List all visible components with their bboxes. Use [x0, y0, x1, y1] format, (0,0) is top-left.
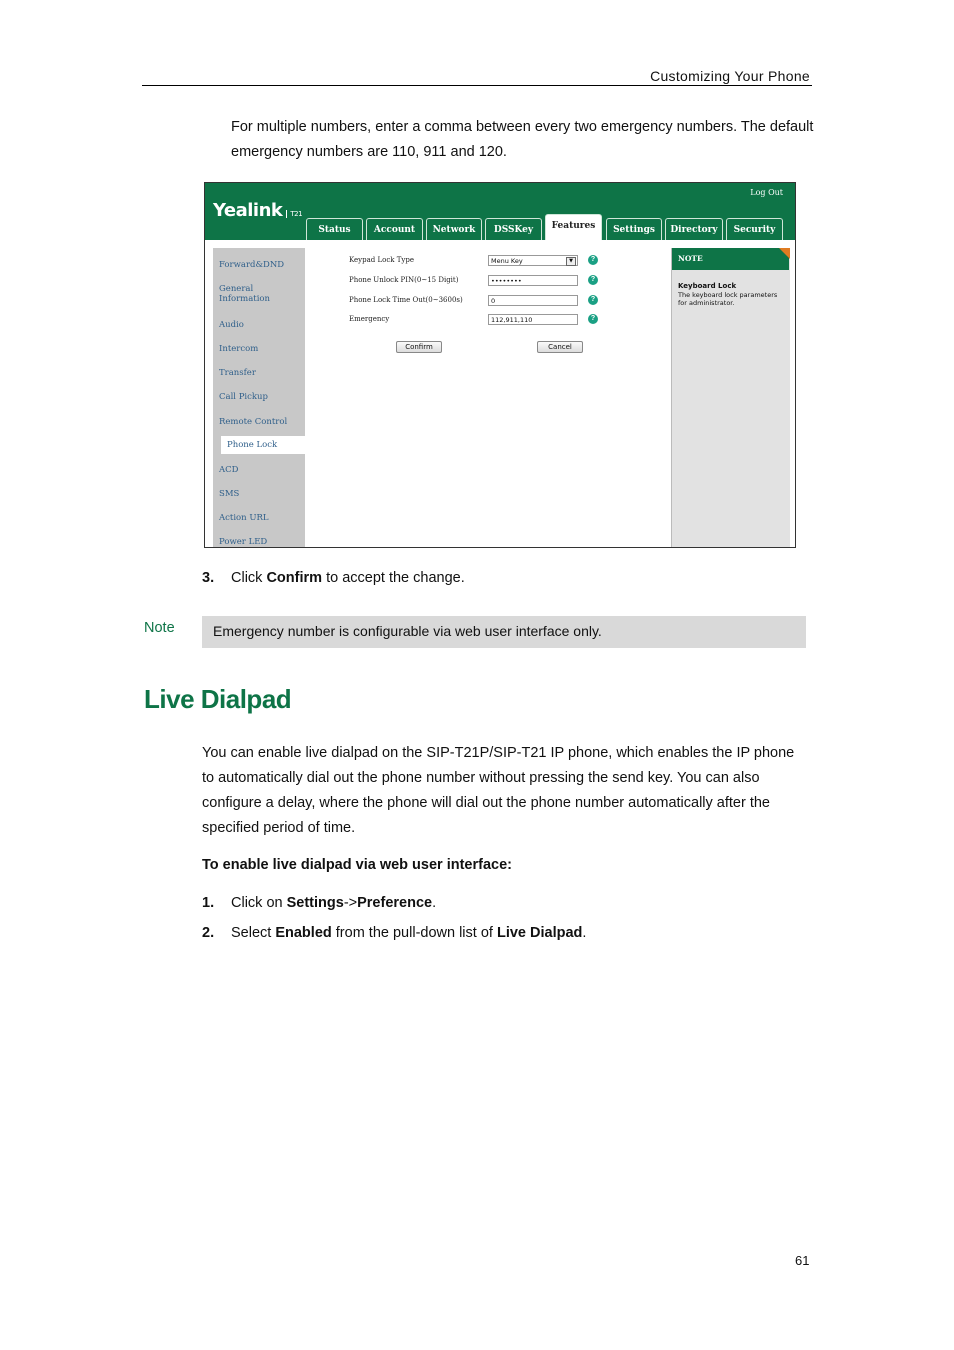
logout-link[interactable]: Log Out — [750, 188, 783, 197]
body-paragraph: You can enable live dialpad on the SIP-T21P/SIP-T21 IP phone, which enables the IP phone to automatically dial out the phone number without pressing the send key. You can also configure a delay, where the phone will dial out the phone number automatically after the specified period of time. — [202, 745, 795, 836]
help-icon[interactable]: ? — [588, 275, 598, 285]
step-number: 1. — [202, 895, 215, 911]
page-number: 61 — [795, 1253, 810, 1268]
step-number: 3. — [202, 570, 215, 586]
note-text: Emergency number is configurable via web user interface only. — [213, 623, 602, 639]
note-panel-title: Keyboard Lock — [678, 282, 737, 290]
running-header: Customizing Your Phone — [650, 68, 810, 84]
step-text: Click Confirm to accept the change. — [231, 570, 465, 586]
sidebar-item-action-url[interactable]: Action URL — [219, 513, 269, 523]
keypad-lock-type-label: Keypad Lock Type — [349, 256, 414, 264]
tab-directory[interactable]: Directory — [665, 218, 723, 240]
web-ui-screenshot — [204, 182, 796, 548]
tab-settings[interactable]: Settings — [606, 218, 662, 240]
section-title: Live Dialpad — [144, 684, 292, 714]
tab-status[interactable]: Status — [306, 218, 363, 240]
tab-network[interactable]: Network — [426, 218, 482, 240]
top-bar — [205, 183, 795, 240]
step-text: Select Enabled from the pull-down list of Live Dialpad. — [231, 925, 587, 941]
emergency-label: Emergency — [349, 315, 390, 323]
tab-features[interactable]: Features — [545, 214, 602, 240]
sidebar-item-forward-dnd[interactable]: Forward&DND — [219, 260, 285, 270]
confirm-button[interactable]: Confirm — [396, 341, 442, 353]
sidebar-item-transfer[interactable]: Transfer — [219, 368, 256, 378]
help-icon[interactable]: ? — [588, 295, 598, 305]
header-rule — [142, 85, 812, 86]
note-panel-body: The keyboard lock parameters for administrator. — [678, 291, 778, 307]
intro-paragraph: For multiple numbers, enter a comma between every two emergency numbers. The default emergency numbers are 110, 911 and 120. — [231, 119, 814, 160]
settings-panel — [309, 248, 667, 548]
lock-timeout-label: Phone Lock Time Out(0~3600s) — [349, 296, 463, 304]
sidebar-item-general-information[interactable]: General Information — [219, 284, 271, 304]
tab-dsskey[interactable]: DSSKey — [485, 218, 542, 240]
keypad-lock-type-select[interactable] — [488, 255, 578, 266]
note-panel-heading: NOTE — [672, 248, 789, 270]
note-box — [202, 616, 806, 648]
model-label: T21 — [286, 210, 302, 218]
sidebar-item-audio[interactable]: Audio — [219, 320, 244, 330]
unlock-pin-label: Phone Unlock PIN(0~15 Digit) — [349, 276, 459, 284]
tab-security[interactable]: Security — [726, 218, 783, 240]
unlock-pin-input[interactable]: •••••••• — [488, 275, 578, 286]
chevron-down-icon: ▼ — [566, 257, 576, 266]
sidebar-item-call-pickup[interactable]: Call Pickup — [219, 392, 268, 402]
note-panel — [671, 248, 790, 548]
sidebar-item-remote-control[interactable]: Remote Control — [219, 417, 288, 427]
help-icon[interactable]: ? — [588, 314, 598, 324]
procedure-title: To enable live dialpad via web user interface: — [202, 857, 512, 873]
step-number: 2. — [202, 925, 215, 941]
sidebar-item-acd[interactable]: ACD — [219, 465, 239, 475]
tab-account[interactable]: Account — [366, 218, 423, 240]
note-label: Note — [144, 620, 175, 636]
keypad-lock-type-value: Menu Key — [491, 257, 523, 265]
cancel-button[interactable]: Cancel — [537, 341, 583, 353]
content-area — [205, 240, 795, 547]
sidebar-item-sms[interactable]: SMS — [219, 489, 240, 499]
yealink-logo — [213, 200, 302, 221]
emergency-input[interactable]: 112,911,110 — [488, 314, 578, 325]
corner-flag-icon — [779, 248, 790, 259]
help-icon[interactable]: ? — [588, 255, 598, 265]
sidebar-item-intercom[interactable]: Intercom — [219, 344, 259, 354]
sidebar-item-power-led[interactable]: Power LED — [219, 537, 268, 547]
step-text: Click on Settings->Preference. — [231, 895, 437, 911]
sidebar-item-phone-lock[interactable]: Phone Lock — [221, 436, 305, 454]
lock-timeout-input[interactable]: 0 — [488, 295, 578, 306]
logo-text: Yealink — [213, 200, 283, 221]
